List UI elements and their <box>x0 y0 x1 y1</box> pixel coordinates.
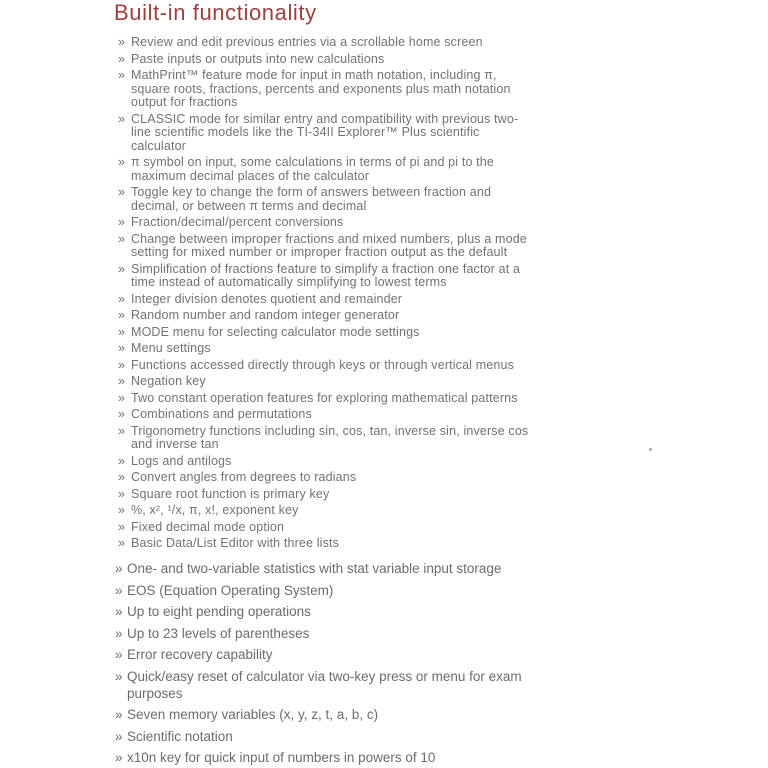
bullet-icon: » <box>118 423 126 438</box>
feature-text: Menu settings <box>131 341 211 355</box>
list-item <box>118 156 533 183</box>
list-item <box>118 375 533 389</box>
list-item <box>118 488 533 502</box>
feature-text: Random number and random integer generator <box>131 308 400 322</box>
feature-text: Toggle key to change the form of answers between fraction and decimal, or between π terms and decimal <box>131 185 492 213</box>
bullet-icon: » <box>115 728 123 744</box>
list-item <box>115 603 577 620</box>
feature-text: Fraction/decimal/percent conversions <box>131 215 344 229</box>
feature-text: Trigonometry functions including sin, cos, tan, inverse sin, inverse cos and inverse tan <box>131 423 529 451</box>
list-item <box>118 521 533 535</box>
list-item <box>118 293 533 307</box>
feature-text: One- and two-variable statistics with stat variable input storage <box>127 561 502 576</box>
bullet-icon: » <box>115 604 123 619</box>
feature-text: π symbol on input, some calculations in terms of pi and pi to the maximum decimal places of the calculator <box>131 155 494 183</box>
feature-text: Negation key <box>131 374 206 388</box>
list-item <box>118 425 533 452</box>
bullet-icon: » <box>118 291 126 306</box>
feature-text: Logs and antilogs <box>131 453 232 468</box>
bullet-icon: » <box>118 68 126 82</box>
feature-text: Review and edit previous entries via a scrollable home screen <box>131 35 483 49</box>
list-item <box>115 728 577 745</box>
bullet-icon: » <box>118 407 126 421</box>
artifact-dot <box>649 448 652 451</box>
bullet-icon: » <box>118 324 126 339</box>
bullet-icon: » <box>118 519 126 534</box>
feature-text: EOS (Equation Operating System) <box>127 582 334 598</box>
bullet-icon: » <box>118 341 126 355</box>
list-item <box>115 582 577 599</box>
bullet-icon: » <box>118 215 126 229</box>
list-item <box>118 309 533 323</box>
feature-list-small <box>118 36 533 554</box>
bullet-icon: » <box>118 503 126 517</box>
feature-text: Up to 23 levels of parentheses <box>127 625 310 641</box>
list-item <box>118 408 533 422</box>
list-item <box>118 36 533 50</box>
list-item <box>115 668 577 702</box>
bullet-icon: » <box>118 185 126 199</box>
bullet-icon: » <box>115 647 123 662</box>
feature-text: Error recovery capability <box>127 647 273 662</box>
list-item <box>118 392 533 406</box>
bullet-icon: » <box>118 231 126 246</box>
feature-text: CLASSIC mode for similar entry and compatibility with previous two-line scientific models like the TI-34II Explorer™ Plus scientific calculator <box>131 111 519 153</box>
list-item <box>118 69 533 110</box>
list-item <box>118 186 533 213</box>
list-item <box>118 471 533 485</box>
list-item <box>118 326 533 340</box>
list-item <box>115 749 577 766</box>
feature-text: Combinations and permutations <box>131 407 312 421</box>
list-item <box>115 560 577 577</box>
bullet-icon: » <box>115 707 123 722</box>
list-item <box>118 504 533 518</box>
page-title: Built-in functionality <box>114 0 317 25</box>
feature-text: Integer division denotes quotient and remainder <box>131 291 403 306</box>
bullet-icon: » <box>118 470 126 484</box>
list-item <box>118 216 533 230</box>
bullet-icon: » <box>115 561 123 576</box>
bullet-icon: » <box>118 51 126 66</box>
list-item <box>118 455 533 469</box>
feature-text: Basic Data/List Editor with three lists <box>131 536 340 550</box>
bullet-icon: » <box>118 486 126 501</box>
feature-text: Paste inputs or outputs into new calculations <box>131 51 385 66</box>
feature-text: Scientific notation <box>127 728 233 744</box>
list-item <box>118 342 533 356</box>
feature-text: %, x², ¹/x, π, x!, exponent key <box>131 503 299 517</box>
bullet-icon: » <box>118 111 126 126</box>
feature-text: x10n key for quick input of numbers in powers of 10 <box>127 750 436 765</box>
feature-text: Change between improper fractions and mixed numbers, plus a mode setting for mixed number or improper fraction output as the default <box>131 231 527 259</box>
bullet-icon: » <box>115 625 123 641</box>
feature-list-large <box>115 560 577 768</box>
bullet-icon: » <box>118 261 126 276</box>
feature-text: MathPrint™ feature mode for input in math notation, including π, square roots, fractions, percents and exponents plus math notation output for fractions <box>131 68 511 109</box>
list-item <box>118 233 533 260</box>
bullet-icon: » <box>118 390 126 405</box>
feature-text: Square root function is primary key <box>131 486 330 501</box>
bullet-icon: » <box>118 35 126 49</box>
feature-text: Functions accessed directly through keys or through vertical menus <box>131 357 514 372</box>
feature-text: Fixed decimal mode option <box>131 519 285 534</box>
bullet-icon: » <box>118 308 126 322</box>
list-item <box>118 263 533 290</box>
list-item <box>115 646 577 663</box>
bullet-icon: » <box>118 453 126 468</box>
feature-text: Two constant operation features for exploring mathematical patterns <box>131 390 518 405</box>
feature-text: Convert angles from degrees to radians <box>131 470 357 484</box>
list-item <box>115 706 577 723</box>
feature-text: MODE menu for selecting calculator mode settings <box>131 324 420 339</box>
bullet-icon: » <box>118 155 126 169</box>
bullet-icon: » <box>118 374 126 388</box>
feature-text: Seven memory variables (x, y, z, t, a, b, c) <box>127 707 379 722</box>
list-item <box>115 625 577 642</box>
bullet-icon: » <box>115 668 123 684</box>
feature-text: Up to eight pending operations <box>127 604 311 619</box>
bullet-icon: » <box>118 536 126 550</box>
list-item <box>118 359 533 373</box>
bullet-icon: » <box>115 582 123 598</box>
list-item <box>118 113 533 154</box>
list-item <box>118 537 533 551</box>
feature-text: Quick/easy reset of calculator via two-key press or menu for exam purposes <box>127 668 522 701</box>
list-item <box>118 53 533 67</box>
feature-text: Simplification of fractions feature to simplify a fraction one factor at a time instead of automatically simplifying to lowest terms <box>131 261 521 289</box>
bullet-icon: » <box>118 357 126 372</box>
bullet-icon: » <box>115 750 123 765</box>
